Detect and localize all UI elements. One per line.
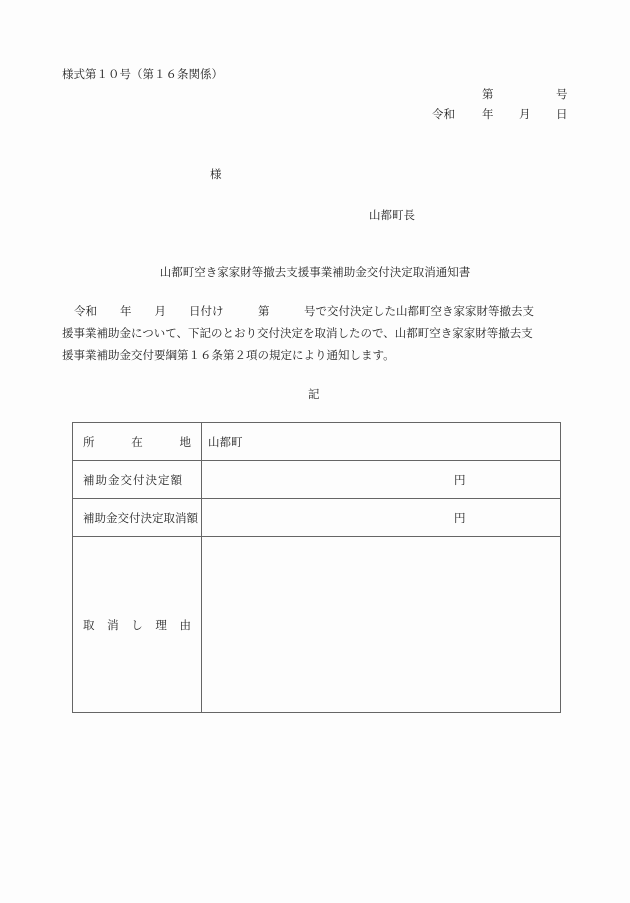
form-number: 様式第１０号（第１６条関係） bbox=[62, 67, 223, 81]
label-char: 取 bbox=[83, 617, 95, 632]
label-char: 地 bbox=[179, 434, 191, 449]
label-char: 消 bbox=[107, 617, 119, 632]
date-day: 日 bbox=[556, 107, 568, 121]
body-text bbox=[62, 300, 578, 366]
cancel-amount-unit: 円 bbox=[202, 499, 561, 537]
date-era: 令和 bbox=[432, 107, 455, 121]
sender: 山都町長 bbox=[369, 208, 415, 222]
reason-value bbox=[202, 537, 561, 713]
label-char: 由 bbox=[179, 617, 191, 632]
label-char: し bbox=[131, 617, 143, 632]
date-month: 月 bbox=[519, 107, 531, 121]
row-amount bbox=[73, 461, 561, 499]
addressee-suffix: 様 bbox=[210, 167, 222, 181]
location-value: 山都町 bbox=[202, 423, 561, 461]
row-cancel-amount bbox=[73, 499, 561, 537]
record-table bbox=[72, 422, 561, 713]
location-label bbox=[73, 423, 202, 461]
document-title: 山都町空き家家財等撤去支援事業補助金交付決定取消通知書 bbox=[159, 265, 471, 279]
cancel-amount-label: 補助金交付決定取消額 bbox=[73, 499, 202, 537]
label-char: 理 bbox=[155, 617, 167, 632]
ki-heading: 記 bbox=[308, 387, 320, 401]
date-year: 年 bbox=[482, 107, 494, 121]
row-reason bbox=[73, 537, 561, 713]
amount-label: 補助金交付決定額 bbox=[73, 461, 202, 499]
label-char: 在 bbox=[131, 434, 143, 449]
body-line-2: 援事業補助金について、下記のとおり交付決定を取消したので、山都町空き家家財等撤去支 bbox=[62, 326, 533, 340]
body-line-1: 令和 年 月 日付け 第 号で交付決定した山都町空き家家財等撤去支 bbox=[74, 304, 534, 318]
row-location bbox=[73, 423, 561, 461]
doc-number-dai: 第 bbox=[482, 87, 494, 101]
doc-number-go: 号 bbox=[556, 87, 568, 101]
label-char: 所 bbox=[83, 434, 95, 449]
amount-unit: 円 bbox=[202, 461, 561, 499]
body-line-3: 援事業補助金交付要綱第１６条第２項の規定により通知します。 bbox=[62, 348, 395, 362]
reason-label bbox=[73, 537, 202, 713]
